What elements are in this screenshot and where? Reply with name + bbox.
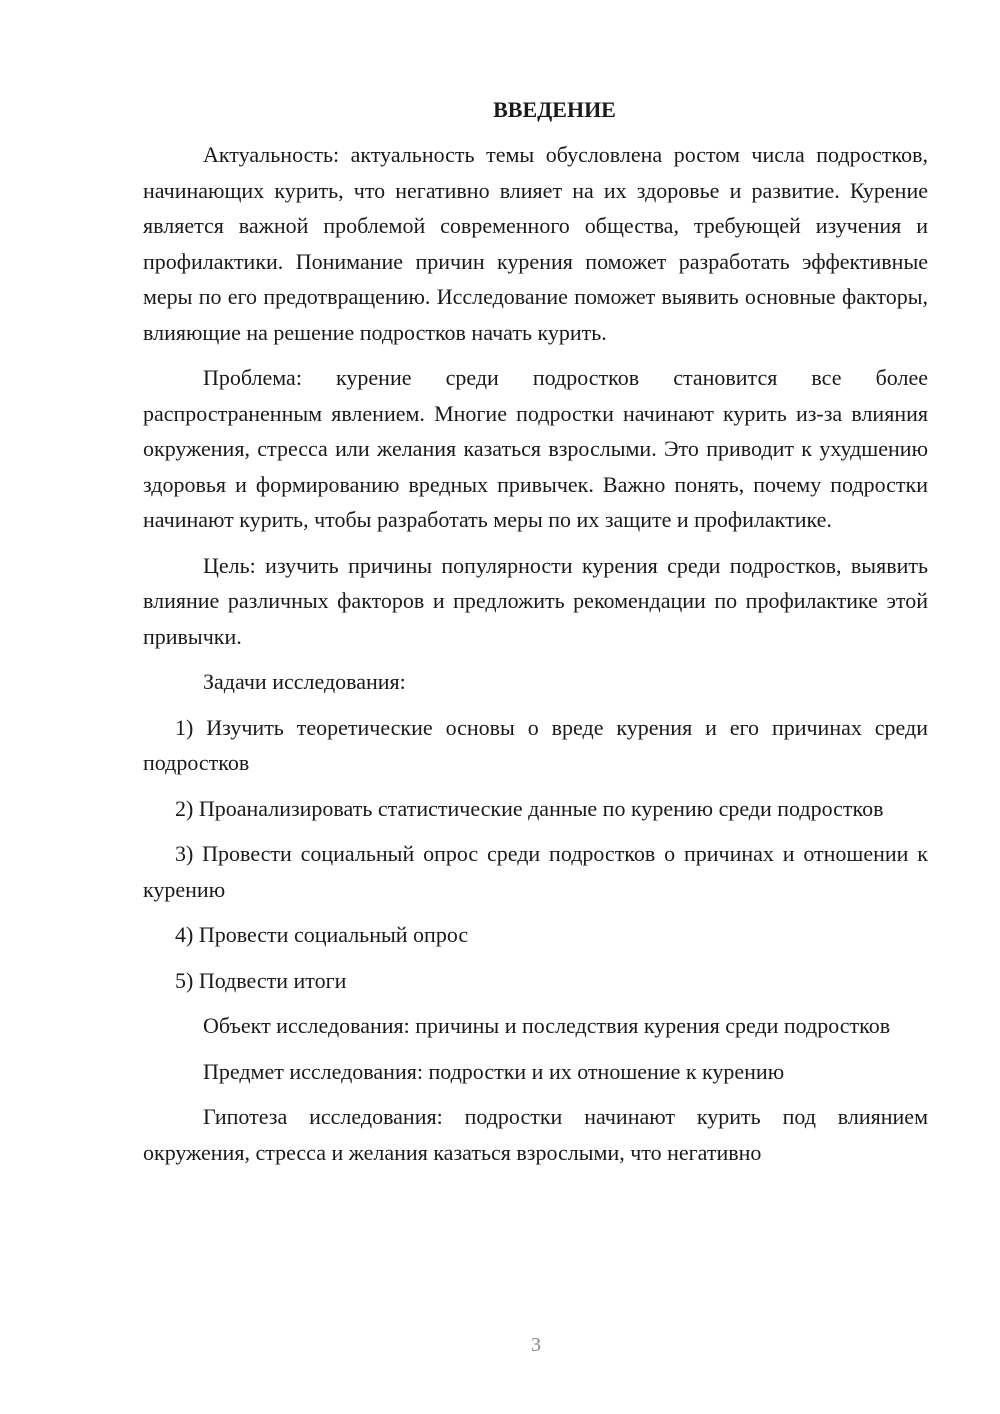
page-number: 3 — [531, 1334, 541, 1356]
paragraph-problem: Проблема: курение среди подростков становится все более распространенным явлением. Многие подростки начинают курить из-за влияния окружения, стресса или желания казаться взрослыми. Это приводит к ухудшению здоровья и формированию вредных привычек. Важно понять, почему подростки начинают курить, чтобы разработать меры по их защите и профилактике. — [143, 365, 928, 532]
paragraph-subject: Предмет исследования: подростки и их отношение к курению — [203, 1058, 785, 1084]
paragraph-goal: Цель: изучить причины популярности курения среди подростков, выявить влияние различных факторов и предложить рекомендации по профилактике этой привычки. — [143, 552, 928, 649]
paragraph-object: Объект исследования: причины и последствия курения среди подростков — [203, 1013, 891, 1038]
task-item-5: 5) Подвести итоги — [175, 967, 347, 993]
paragraph-relevance: Актуальность: актуальность темы обусловлена ростом числа подростков, начинающих курить, что негативно влияет на их здоровье и развитие. Курение является важной проблемой современного общества, требующей изучения и профилактики. Понимание причин курения поможет разработать эффективные меры по его предотвращению. Исследование поможет выявить основные факторы, влияющие на решение подростков начать курить. — [143, 142, 928, 345]
task-item-4: 4) Провести социальный опрос — [175, 922, 469, 947]
task-item-2: 2) Проанализировать статистические данные по курению среди подростков — [175, 795, 884, 821]
tasks-heading: Задачи исследования: — [203, 669, 406, 694]
paragraph-hypothesis: Гипотеза исследования: подростки начинают курить под влиянием окружения, стресса и желания казаться взрослыми, что негативно — [143, 1104, 928, 1165]
task-item-3: 3) Провести социальный опрос среди подростков о причинах и отношении к курению — [143, 841, 928, 902]
page-title: ВВЕДЕНИЕ — [493, 97, 616, 122]
task-item-1: 1) Изучить теоретические основы о вреде курения и его причинах среди подростков — [143, 714, 928, 775]
